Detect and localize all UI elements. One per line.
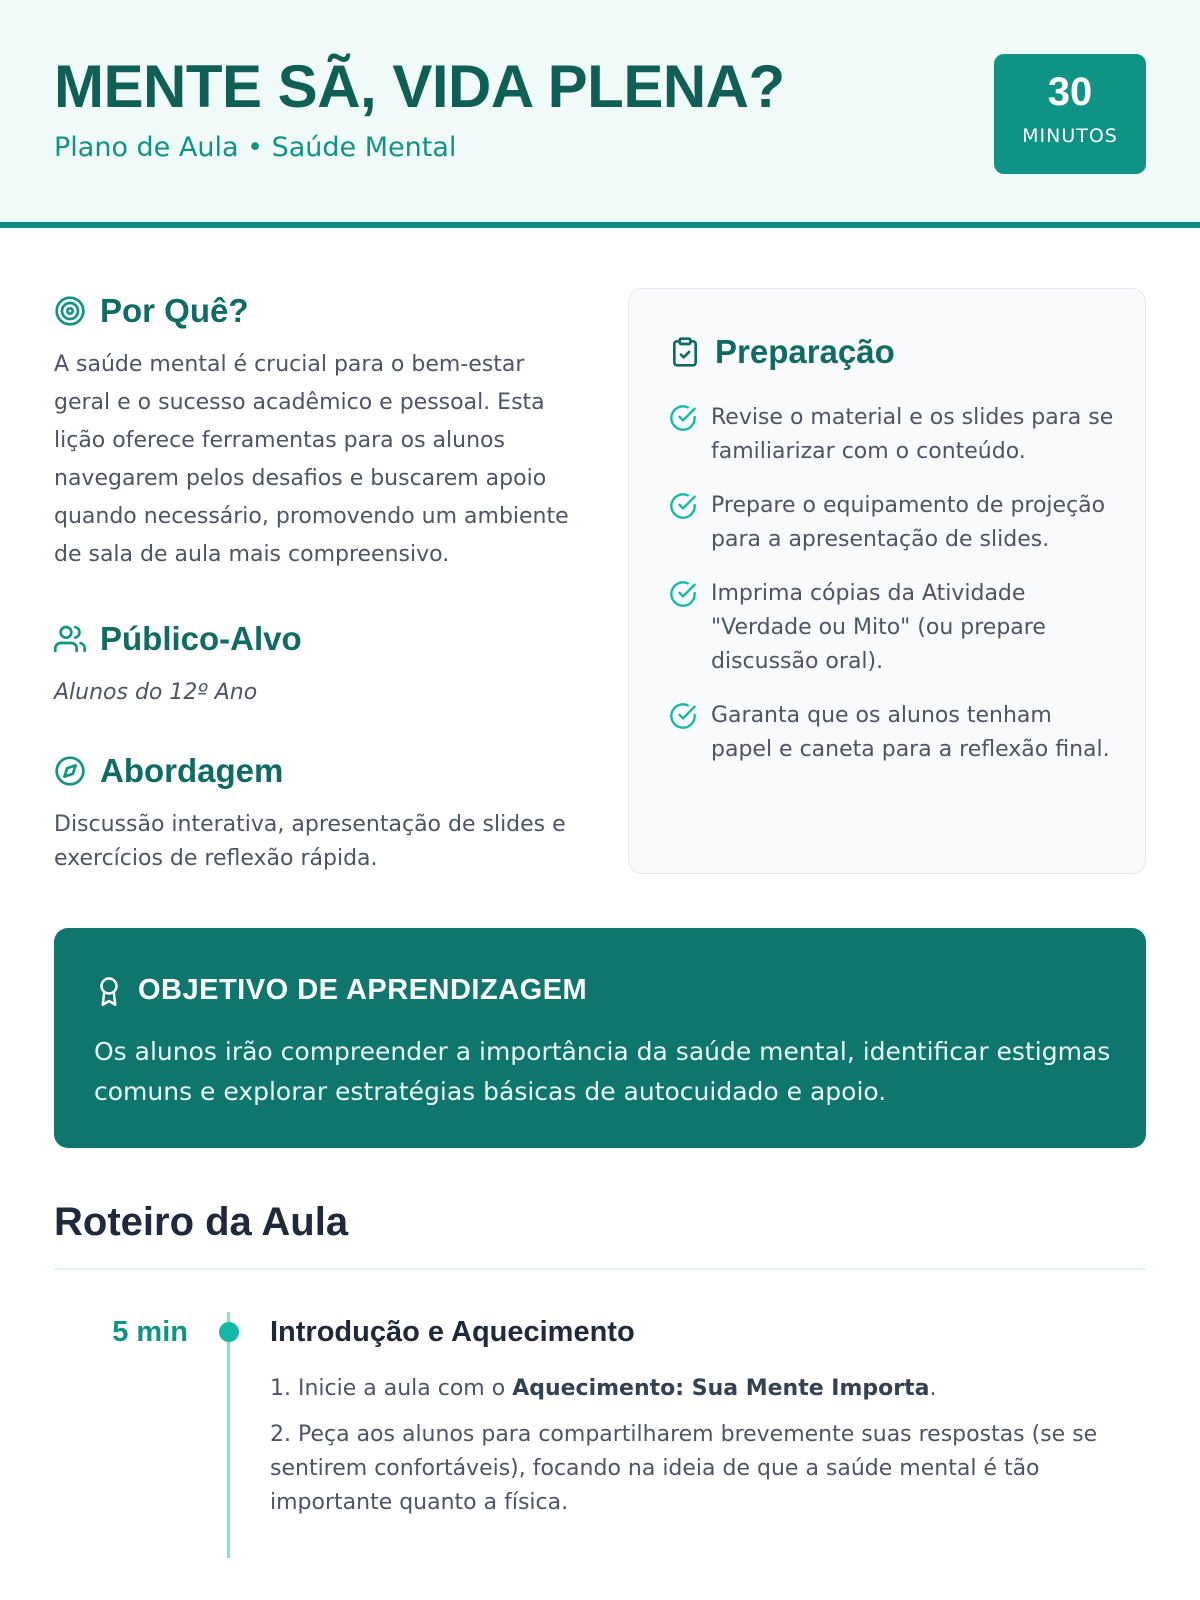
divider xyxy=(54,1268,1146,1270)
audience-heading xyxy=(54,620,302,658)
check-circle-icon xyxy=(669,702,697,730)
why-heading xyxy=(54,292,249,330)
preparation-list xyxy=(669,401,1119,787)
clipboard-check-icon xyxy=(669,336,701,368)
why-heading-label: Por Quê? xyxy=(100,292,249,329)
award-icon xyxy=(94,976,124,1006)
timeline-line xyxy=(227,1312,230,1558)
approach-text: Discussão interativa, apresentação de slides e exercícios de reflexão rápida. xyxy=(54,812,566,871)
duration-unit: MINUTOS xyxy=(1022,125,1118,147)
audience-heading-label: Público-Alvo xyxy=(100,620,302,657)
schedule-heading: Roteiro da Aula xyxy=(54,1200,349,1244)
preparation-item: Revise o material e os slides para se familiarizar com o conteúdo. xyxy=(669,401,1119,469)
approach-heading xyxy=(54,752,283,790)
page-header xyxy=(0,0,1200,228)
step-instructions xyxy=(270,1372,1130,1532)
step-instruction: 1. Inicie a aula com o Aquecimento: Sua Mente Importa. xyxy=(270,1376,937,1401)
check-circle-icon xyxy=(669,492,697,520)
why-text: A saúde mental é crucial para o bem-estar geral e o sucesso acadêmico e pessoal. Esta lição oferece ferramentas para os alunos navegarem pelos desafios e buscarem apoio quando necessário, promovendo um ambiente de sala de aula mais compreensivo. xyxy=(54,352,569,567)
page-subtitle: Plano de Aula • Saúde Mental xyxy=(54,132,457,163)
compass-icon xyxy=(54,755,86,787)
audience-text: Alunos do 12º Ano xyxy=(54,680,258,705)
check-circle-icon xyxy=(669,580,697,608)
step-title: Introdução e Aquecimento xyxy=(270,1316,635,1348)
objective-heading xyxy=(94,974,587,1007)
check-circle-icon xyxy=(669,404,697,432)
users-icon xyxy=(54,623,86,655)
preparation-item: Prepare o equipamento de projeção para a apresentação de slides. xyxy=(669,489,1119,557)
approach-heading-label: Abordagem xyxy=(100,752,284,789)
step-instruction: 2. Peça aos alunos para compartilharem brevemente suas respostas (se se sentirem confortáveis), focando na ideia de que a saúde mental é tão importante quanto a física. xyxy=(270,1422,1098,1515)
step-time: 5 min xyxy=(112,1316,188,1348)
preparation-card xyxy=(628,288,1146,874)
preparation-item: Imprima cópias da Atividade "Verdade ou Mito" (ou prepare discussão oral). xyxy=(669,577,1119,679)
objective-heading-label: OBJETIVO DE APRENDIZAGEM xyxy=(138,974,588,1006)
page-title: MENTE SÃ, VIDA PLENA? xyxy=(54,53,785,120)
preparation-heading xyxy=(669,333,895,371)
preparation-item: Garanta que os alunos tenham papel e caneta para a reflexão final. xyxy=(669,699,1119,767)
duration-value: 30 xyxy=(1047,70,1093,114)
preparation-heading-label: Preparação xyxy=(715,333,895,370)
objective-text: Os alunos irão compreender a importância da saúde mental, identificar estigmas comuns e explorar estratégias básicas de autocuidado e apoio. xyxy=(94,1037,1111,1106)
target-icon xyxy=(54,295,86,327)
objective-banner xyxy=(54,928,1146,1148)
timeline-dot xyxy=(219,1322,239,1342)
duration-badge xyxy=(994,54,1146,174)
activity-name: Aquecimento: Sua Mente Importa xyxy=(512,1376,930,1401)
